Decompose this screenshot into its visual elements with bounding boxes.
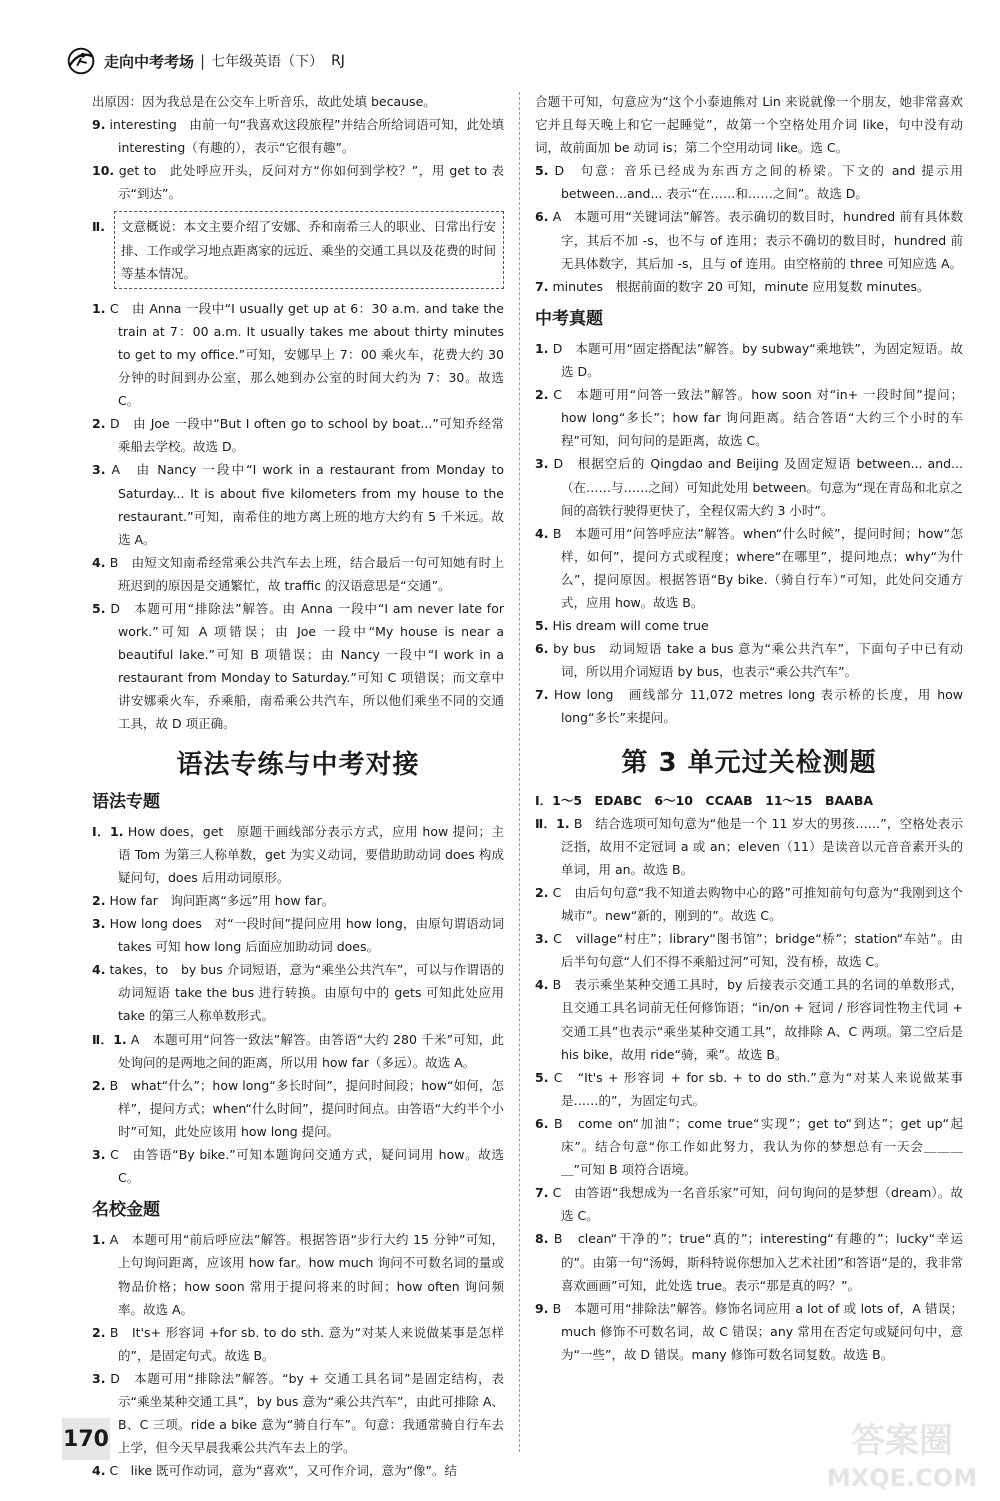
answer-item <box>92 1074 504 1143</box>
answer-item <box>92 597 504 736</box>
answer-text: B what“什么”；how long“多长时间”，提问时间段；how“如何，怎样”，提问方式；when“什么时间”，提问时间点。由答语“大约半个小时”可知，此处应该用 how long 提问。 <box>109 1077 504 1139</box>
grammar-part-i <box>92 820 504 1028</box>
answer-number: 3. <box>535 456 549 472</box>
page-header <box>62 48 345 74</box>
answer-text: C 由后句句意“我不知道去购物中心的路”可推知前句句意为“我刚到这个城市”。new“新的，刚到的”。故选 C。 <box>552 885 963 924</box>
answer-text: A 本题可用“问答一致法”解答。由答语“大约 280 千米”可知，此处询问的是两地之间的距离，所以用 how far（多远）。故选 A。 <box>118 1031 504 1070</box>
answer-number: 2. <box>92 1077 106 1093</box>
answer-text: get to 此处呼应开头，反问对方“你如何到学校？”，用 get to 表示“到达”。 <box>118 163 504 202</box>
answer-text: C 由 Anna 一段中“I usually get up at 6：30 a.m. and take the train at 7：00 a.m. It usually takes me about thirty minutes to get to my office.”可知，安娜早上 7：00 乘火车，花费大约 30 分钟的时间到办公室，那么她到办公室的时间大约为 7：30。故选 C。 <box>109 300 504 409</box>
answer-text: by bus 动词短语 take a bus 意为“乘公共汽车”，下面句子中已有动词，所以用介词短语 by bus，也表示“乘公共汽车”。 <box>553 641 963 680</box>
answer-item <box>92 297 504 412</box>
answer-text: B come on“加油”；come true“实现”；get to“到达”；get up“起床”。结合句意“你工作如此努力，我认为你的梦想总有一天会＿＿＿＿”可知 B 项符合语境。 <box>553 1115 963 1178</box>
answer-item <box>535 812 963 881</box>
answer-item <box>92 1028 504 1074</box>
answer-text: D 本题可用“排除法”解答。由 Anna 一段中“I am never late for work.”可知 A 项错误；由 Joe 一段中“My house is near a beautiful lake.”可知 B 项错误；由 Nancy 一段中“I work in a restaurant from Monday to Saturday.”可知 C 项错误；而文章中讲安娜乘火车，乔乘船，南希乘公共汽车，所以他们乘坐不同的交通工具，故 D 项正确。 <box>110 600 504 732</box>
grammar-heading: 语法专题 <box>92 791 160 812</box>
answer-text: B 本题可用“排除法”解答。修饰名词应用 a lot of 或 lots of，A 错误；much 修饰不可数名词，故 C 错误；any 常用在否定句或疑问句中，意为“一些”，故 D 错误。many 修饰可数名词复数。故选 B。 <box>552 1300 963 1362</box>
answer-number: 6. <box>535 209 549 225</box>
grammar-part-ii <box>92 1028 504 1190</box>
right-top-answers <box>535 159 963 298</box>
answer-number: 2. <box>92 1324 106 1340</box>
answer-text: A 由 Nancy 一段中“I work in a restaurant from Monday to Saturday... It is about five kilometers from my house to the restaurant.”可知，南希住的地方离上班的地方大约有 5 千米远。故选 A。 <box>111 462 504 547</box>
answer-number: 7. <box>535 278 549 294</box>
answer-item <box>535 1297 963 1366</box>
answer-number: 7. <box>535 687 549 703</box>
answer-item <box>92 1459 504 1482</box>
page-number: 170 <box>62 1418 110 1460</box>
answer-item <box>535 1112 963 1181</box>
answer-text: A 本题可用“关键词法”解答。表示确切的数目时，hundred 前有具体数字，其后不加 -s，也不与 of 连用；表示不确切的数目时，hundred 前无具体数字，其后加 -s，且与 of 连用。由空格前的 three 可知应选 A。 <box>552 209 963 271</box>
answer-text: C like 既可作动词，意为“喜欢”，又可作介词，意为“像”。结 <box>109 1463 457 1479</box>
watermark-logo <box>822 1414 982 1494</box>
answer-text: D 由 Joe 一段中“But I often go to school by boat...”可知乔经常乘船去学校。故选 D。 <box>109 416 504 455</box>
answer-item <box>535 452 963 521</box>
reading-answers <box>92 297 504 736</box>
answer-item <box>92 820 504 889</box>
answer-text: How far 询问距离“多远”用 how far。 <box>109 893 335 908</box>
answer-number: 4. <box>92 554 106 570</box>
answer-number: Ⅱ．1. <box>92 1031 127 1047</box>
answer-number: 9. <box>92 117 106 133</box>
famous-school-heading: 名校金题 <box>92 1200 160 1221</box>
answer-text: C “It's + 形容词 + for sb. + to do sth.”意为“对某人来说做某事是……的”，为固定句式。 <box>553 1069 963 1108</box>
answer-text: C village“村庄”；library“图书馆”；bridge“桥”；station“车站”。由后半句句意“人们不得不乘船过河”可知，没有桥，故选 C。 <box>553 931 963 970</box>
answer-number: 4. <box>535 977 549 993</box>
answer-item <box>535 614 963 637</box>
answer-number: Ⅱ．1. <box>535 815 570 831</box>
answer-item <box>535 973 963 1065</box>
runner-logo-icon <box>62 46 100 76</box>
answer-text: How long 画线部分 11,072 metres long 表示桥的长度，用 how long“多长”来提问。 <box>553 687 963 726</box>
answer-number: 7. <box>535 1185 549 1201</box>
answer-item <box>535 337 963 383</box>
answer-item <box>92 113 504 159</box>
left-top-answers <box>92 90 504 205</box>
passage-summary <box>92 211 504 288</box>
answer-number: 3. <box>92 1147 106 1163</box>
section-big-heading: 语法专练与中考对接 <box>176 749 420 780</box>
answer-text: B 由短文知南希经常乘公共汽车去上班，结合最后一句可知她有时上班迟到的原因是交通繁忙，故 traffic 的汉语意思是“交通”。 <box>109 554 504 593</box>
answer-text: D 本题可用“固定搭配法”解答。by subway“乘地铁”，为固定短语。故选 D。 <box>552 340 963 380</box>
answer-number: 2. <box>535 387 549 403</box>
famous-school-answers <box>92 1228 504 1482</box>
answer-item <box>92 412 504 458</box>
answer-number: 6. <box>535 641 549 657</box>
answer-item <box>92 1321 504 1367</box>
answer-item <box>535 927 963 973</box>
answer-number: 4. <box>92 962 106 978</box>
answer-number: 1. <box>535 340 549 356</box>
answer-item <box>92 551 504 597</box>
left-column <box>92 90 504 1482</box>
continued-text: 合题干可知，句意应为“这个小泰迪熊对 Lin 来说就像一个朋友，她非常喜欢它并且每天晚上和它一起睡觉”，故第一个空格处用介词 like，句中没有动词，故前面加 be 动词 is；第二个空用动词 like。选 C。 <box>535 94 963 156</box>
header-separator: | <box>200 52 206 70</box>
unit-test-heading: 第 3 单元过关检测题 <box>621 747 877 778</box>
answer-number: 3. <box>535 931 549 947</box>
answer-text: B It's+ 形容词 +for sb. to do sth. 意为“对某人来说做某事是怎样的”，是固定句式。故选 B。 <box>109 1324 504 1363</box>
answer-text: D 句意：音乐已经成为东西方之间的桥梁。下文的 and 提示用 between...and... 表示“在……和……之间”。故选 D。 <box>554 163 963 202</box>
answer-number: 3. <box>92 462 106 478</box>
exam-answers <box>535 337 963 730</box>
summary-box: 文意概说：本文主要介绍了安娜、乔和南希三人的职业、日常出行安排、工作或学习地点距离家的远近、乘坐的交通工具以及花费的时间等基本情况。 <box>114 211 504 288</box>
answer-item <box>92 159 504 205</box>
answer-text: D 本题可用“排除法”解答。“by + 交通工具名词”是固定结构，表示“乘坐某种交通工具”，by bus 意为“乘公共汽车”，由此可排除 A、B、C 三项。ride a bike 意为“骑自行车”。句意：我通常骑自行车去上学，但今天早晨我乘公共汽车去上的学。 <box>110 1370 504 1456</box>
answer-number: 4. <box>535 525 549 541</box>
answer-number: 9. <box>535 1300 549 1316</box>
answer-text: B 结合选项可知句意为“他是一个 11 岁大的男孩……”，空格处表示泛指，故用不定冠词 a 或 an；eleven（11）是读音以元音音素开头的单词，用 an。故选 B。 <box>561 815 963 877</box>
answer-text: B 表示乘坐某种交通工具时，by 后接表示交通工具的名词的单数形式，且交通工具名词前无任何修饰语；“in/on + 冠词 / 形容词性物主代词 + 交通工具”也表示“乘坐某种交通工具”，故排除 A、C 两项。第二空后是 his bike，故用 ride“骑，乘”。故选 B。 <box>552 977 963 1062</box>
answer-text: His dream will come true <box>552 618 709 634</box>
answer-number: 10. <box>92 163 115 179</box>
answer-text: minutes 根据前面的数字 20 可知，minute 应用复数 minutes。 <box>552 278 930 294</box>
answer-text: 出原因：因为我总是在公交车上听音乐，故此处填 because。 <box>92 94 436 109</box>
book-title: 走向中考考场 <box>104 52 195 71</box>
answer-text: interesting 由前一句“我喜欢这段旅程”并结合所给词语可知，此处填 interesting（有趣的），表示“它很有趣”。 <box>109 117 504 156</box>
answer-text: C 本题可用“问答一致法”解答。how soon 对“in+ 一段时间”提问；how long“多长”；how far 询问距离。结合答语“大约三个小时的车程”可知，问句问的是距离，故选 C。 <box>553 387 963 449</box>
answer-text: C 由答语“By bike.”可知本题询问交通方式，疑问词用 how。故选 C。 <box>110 1147 504 1186</box>
answer-text: How does，get 原题干画线部分表示方式，应用 how 提问；主语 Tom 为第三人称单数，get 为实义动词，要借助助动词 does 构成疑问句，does 后用动词原形。 <box>118 823 504 885</box>
answer-text: D 根据空后的 Qingdao and Beijing 及固定短语 between... and...（在……与……之间）可知此处用 between。句意为“现在青岛和北京之间的高铁行驶得更快了，全程仅需大约 3 小时”。 <box>553 456 964 518</box>
answer-number: 2. <box>92 893 106 908</box>
answer-item <box>535 637 963 683</box>
answer-number: 5. <box>92 600 106 616</box>
answer-number: 1. <box>92 1232 106 1248</box>
answer-number: 5. <box>535 618 549 634</box>
answer-text: A 本题可用“前后呼应法”解答。根据答语“步行大约 15 分钟”可知，上句询问距离，应该用 how far。how much 询问不可数名词的量或物品价格；how soon 常用于提问将来的时间；how often 询问频率。故选 A。 <box>109 1232 504 1317</box>
answer-number: 2. <box>535 885 549 900</box>
answer-item <box>535 275 963 298</box>
exam-heading: 中考真题 <box>535 308 603 329</box>
answer-text: takes，to by bus 介词短语，意为“乘坐公共汽车”，可以与作谓语的动词短语 take the bus 进行转换。由原句中的 gets 可知此处应用 take 的第三人称单数形式。 <box>109 962 504 1024</box>
answer-number: 4. <box>92 1463 106 1479</box>
answer-number: 2. <box>92 416 106 432</box>
answer-item <box>92 90 504 113</box>
answer-number: 6. <box>535 1115 549 1131</box>
answer-number: 8. <box>535 1231 549 1247</box>
answer-item <box>535 1181 963 1227</box>
watermark-text-bottom: MXQE.COM <box>826 1464 978 1492</box>
answer-item <box>535 881 963 927</box>
answers-part-ii <box>535 812 963 1366</box>
answer-text: B clean“干净的”；true“真的”；interesting“有趣的”；lucky“幸运的”。由第一句“汤姆，斯科特说你想加入艺术社团”和答语“是的，我非常喜欢画画”可知，此处选 true。表示“那是真的吗？”。 <box>553 1231 963 1293</box>
answer-item <box>535 683 963 729</box>
answer-item <box>535 1227 963 1296</box>
answer-item <box>535 383 963 452</box>
answer-number: 3. <box>92 916 106 932</box>
answer-item <box>92 912 504 958</box>
answer-number: 5. <box>535 163 549 179</box>
column-divider <box>519 92 520 1452</box>
answer-item <box>92 458 504 550</box>
answer-item <box>92 1143 504 1189</box>
answer-text: How long does 对“一段时间”提问应用 how long，由原句谓语动词 takes 可知 how long 后面应加助动词 does。 <box>109 916 504 955</box>
answer-item <box>92 889 504 912</box>
answers-part-i: Ⅰ．1～5 EDABC 6～10 CCAAB 11～15 BAABA <box>535 792 874 808</box>
answer-item <box>535 159 963 205</box>
right-column <box>535 90 963 1366</box>
book-subtitle: 七年级英语（下） <box>211 54 324 70</box>
answer-text: B 本题可用“问答呼应法”解答。when“什么时候”，提问时间；how“怎样，如何”，提问方式或程度；where“在哪里”，提问地点；why“为什么”，提问原因。根据答语“By bike.（骑自行车）”可知，此处问交通方式，应用 how。故选 B。 <box>552 525 963 610</box>
answer-number: 1. <box>92 300 106 316</box>
answer-item <box>535 522 963 614</box>
watermark-text-top: 答案圈 <box>851 1421 953 1461</box>
answer-number: 3. <box>92 1370 106 1386</box>
book-edition: RJ <box>331 53 345 69</box>
answer-number: 5. <box>535 1069 549 1085</box>
answer-item <box>535 205 963 274</box>
summary-roman: Ⅱ. <box>92 219 105 235</box>
answer-item <box>92 1228 504 1320</box>
answer-item <box>535 1066 963 1112</box>
answer-number: Ⅰ．1. <box>92 823 124 839</box>
answer-item <box>92 958 504 1027</box>
answer-item <box>92 1367 504 1459</box>
answer-text: C 由答语“我想成为一名音乐家”可知，问句询问的是梦想（dream）。故选 C。 <box>552 1185 963 1224</box>
